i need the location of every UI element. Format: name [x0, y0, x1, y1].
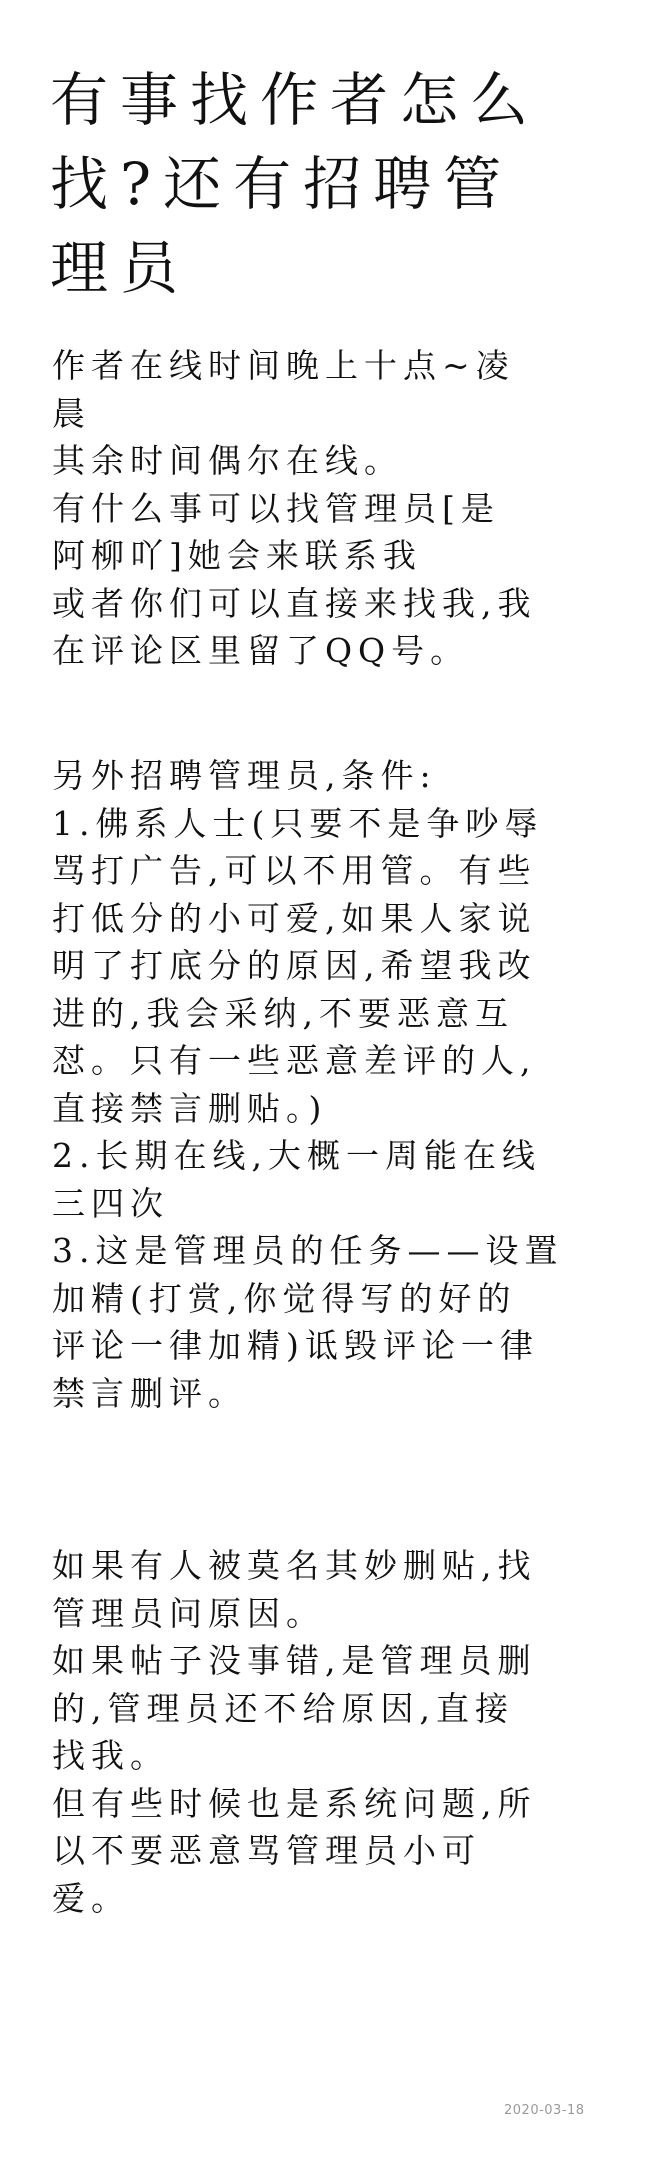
text-line: 但有些时候也是系统问题,所: [52, 1783, 537, 1823]
text-line: 明了打底分的原因,希望我改: [52, 946, 537, 985]
text-line: 的,管理员还不给原因,直接: [52, 1688, 514, 1728]
document-title: [50, 58, 650, 310]
text-line: 评论一律加精)诋毁评论一律: [52, 1326, 539, 1365]
text-line: 阿柳吖]她会来联系我: [52, 536, 422, 575]
text-line: 找我。: [52, 1736, 169, 1775]
text-line: 三四次: [52, 1183, 169, 1223]
text-line: 有什么事可以找管理员[是: [52, 488, 500, 528]
title-line: 找?还有招聘管: [50, 150, 514, 218]
text-line: 或者你们可以直接来找我,我: [52, 583, 537, 623]
text-line: 以不要恶意骂管理员小可: [52, 1831, 481, 1870]
text-line: 爱。: [52, 1878, 130, 1918]
text-line: 其余时间偶尔在线。: [52, 441, 403, 480]
text-line: 另外招聘管理员,条件:: [52, 756, 437, 795]
section-recruitment: [52, 752, 652, 1417]
text-line: 3.这是管理员的任务——设置: [52, 1231, 564, 1270]
title-line: 有事找作者怎么: [50, 66, 541, 134]
text-line: 1.佛系人士(只要不是争吵辱: [52, 803, 544, 843]
text-line: 管理员问原因。: [52, 1593, 325, 1633]
text-line: 加精(打赏,你觉得写的好的: [52, 1278, 517, 1318]
section-online-time: [52, 342, 652, 675]
title-line: 理员: [50, 234, 191, 302]
text-line: 在评论区里留了QQ号。: [52, 631, 470, 670]
text-line: 骂打广告,可以不用管。有些: [52, 851, 537, 890]
post-date: 2020-03-18: [504, 2103, 585, 2118]
text-line: 2.长期在线,大概一周能在线: [52, 1136, 541, 1175]
text-line: 直接禁言删贴。): [52, 1088, 328, 1128]
text-line: 如果帖子没事错,是管理员删: [52, 1641, 537, 1680]
text-line: 进的,我会采纳,不要恶意互: [52, 993, 514, 1033]
section-deleted-posts: [52, 1542, 652, 1922]
text-line: 如果有人被莫名其妙删贴,找: [52, 1546, 537, 1585]
text-line: 怼。只有一些恶意差评的人,: [52, 1041, 537, 1080]
text-line: 禁言删评。: [52, 1373, 247, 1413]
text-line: 打低分的小可爱,如果人家说: [52, 898, 537, 938]
text-line: 晨: [52, 393, 91, 433]
text-line: 作者在线时间晚上十点~凌: [52, 346, 515, 385]
